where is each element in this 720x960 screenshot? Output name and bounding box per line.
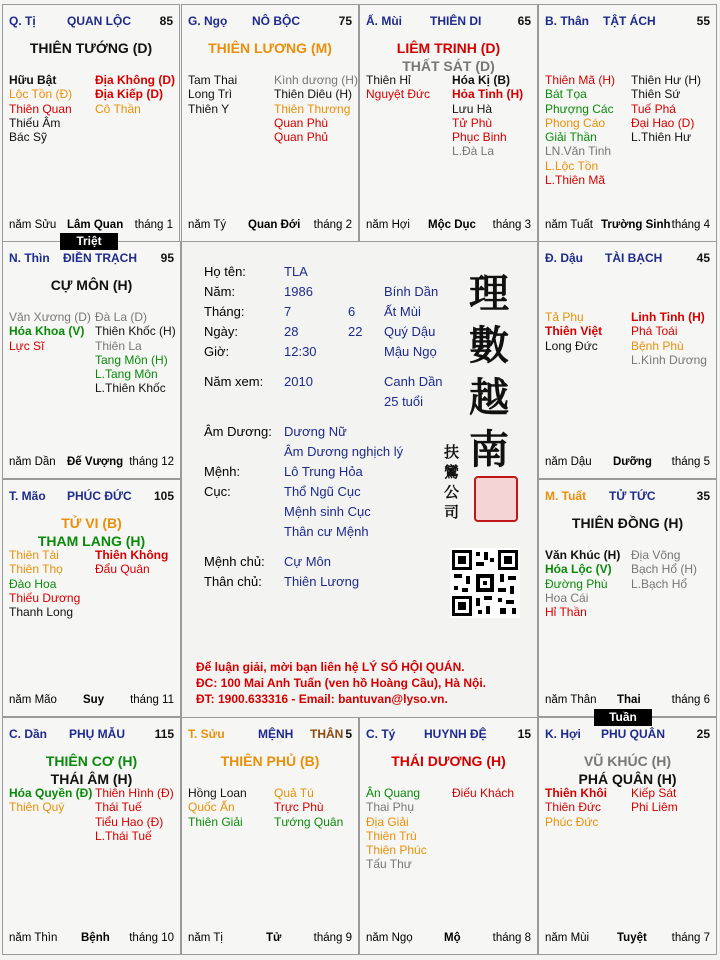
palace-name: TẬT ÁCH <box>603 14 656 28</box>
cuc-relation: Mệnh sinh Cục <box>284 504 371 519</box>
minor-star: Thiếu Dương <box>9 590 81 605</box>
main-stars <box>182 752 358 770</box>
palace-month: tháng 8 <box>492 932 531 944</box>
palace-footer <box>9 456 174 470</box>
palace-branch: B. Thân <box>545 14 589 28</box>
palace-branch: K. Hợi <box>545 727 581 741</box>
palace-month: tháng 12 <box>129 456 174 468</box>
palace-phase: Trường Sinh <box>601 219 671 231</box>
palace-name: NÔ BỘC <box>252 14 300 28</box>
than-marker: THÂN <box>310 727 344 741</box>
minor-star: Văn Khúc (H) <box>545 548 621 562</box>
minor-stars-right <box>452 73 523 159</box>
palace-phase: Thai <box>617 694 641 706</box>
name-value: TLA <box>284 264 308 279</box>
minor-star: Thiên Việt <box>545 324 603 339</box>
palace-name: PHỤ MẪU <box>69 727 125 741</box>
palace-phase: Tử <box>266 932 282 944</box>
main-star: CỰ MÔN (H) <box>50 277 133 293</box>
minor-stars-left <box>545 73 615 187</box>
palace-header <box>545 14 710 28</box>
palace-month: tháng 4 <box>671 219 710 231</box>
palace-header <box>366 14 531 28</box>
day-lunar-num: 22 <box>348 324 363 339</box>
palace-branch: G. Ngọ <box>188 14 228 28</box>
palace-ti <box>2 4 180 242</box>
minor-star: L.Bạch Hổ <box>631 576 688 591</box>
minor-stars-right <box>95 73 175 116</box>
minor-star: Tam Thai <box>188 73 238 87</box>
minor-stars-left <box>9 310 91 353</box>
minor-star: Tang Môn (H) <box>95 352 168 367</box>
minor-star: Hỏa Tinh (H) <box>452 87 524 102</box>
palace-number: 15 <box>517 727 531 741</box>
main-stars <box>3 276 180 294</box>
minor-star: Thai Phụ <box>366 800 415 815</box>
minor-star: Quan Phù <box>274 115 329 130</box>
palace-number: 65 <box>517 14 531 28</box>
palace-name: PHU QUÂN <box>601 727 666 741</box>
view-year: 2010 <box>284 374 313 389</box>
palace-suu <box>181 717 359 955</box>
minor-stars-right <box>452 786 514 800</box>
palace-year: năm Mão <box>9 694 57 706</box>
minor-star: Đà La (D) <box>95 310 148 324</box>
palace-branch: C. Dần <box>9 727 48 741</box>
minor-star: Thiên Thọ <box>9 562 63 577</box>
minor-stars-left <box>366 786 427 872</box>
minor-star: Đào Hoa <box>9 576 57 591</box>
minor-star: Thanh Long <box>9 605 74 620</box>
cuc-label: Cục: <box>204 484 231 499</box>
than-chu-label: Thân chủ: <box>204 574 262 589</box>
main-stars <box>3 39 179 57</box>
minor-star: Kình dương (H) <box>274 73 358 87</box>
palace-header <box>9 727 174 741</box>
palace-month: tháng 6 <box>671 694 710 706</box>
palace-footer <box>545 219 710 233</box>
minor-stars-right <box>631 548 697 591</box>
main-star: VŨ KHÚC (H) <box>583 753 672 769</box>
minor-star: Địa Không (D) <box>95 73 175 87</box>
minor-star: Giải Thần <box>545 130 597 145</box>
minor-star: Phá Toái <box>631 324 678 339</box>
main-stars <box>3 514 180 550</box>
palace-number: 115 <box>154 727 174 741</box>
palace-name: HUYNH ĐỆ <box>424 727 487 741</box>
main-star: TỬ VI (B) <box>61 515 122 531</box>
minor-star: Bát Tọa <box>545 87 587 102</box>
palace-month: tháng 9 <box>313 932 352 944</box>
palace-header <box>9 489 174 503</box>
minor-star: L.Lộc Tồn <box>545 158 599 173</box>
minor-star: Phượng Các <box>545 101 614 116</box>
palace-name: QUAN LỘC <box>67 14 131 28</box>
palace-number: 35 <box>696 489 710 503</box>
year-solar: 1986 <box>284 284 313 299</box>
palace-branch: C. Tý <box>366 727 396 741</box>
month-lunar: Ất Mùi <box>384 304 421 319</box>
minor-star: Thiên Tài <box>9 548 59 562</box>
hour-lunar: Mậu Ngọ <box>384 344 437 359</box>
palace-header <box>9 14 173 28</box>
minor-stars-left <box>9 786 92 815</box>
palace-footer <box>9 694 174 708</box>
palace-phase: Mộ <box>444 932 461 944</box>
main-star: THIÊN TƯỚNG (D) <box>29 40 153 56</box>
amduong-note: Âm Dương nghịch lý <box>284 444 404 459</box>
minor-star: Thiên Trù <box>366 828 417 843</box>
palace-phase: Lâm Quan <box>67 219 124 231</box>
minor-star: Thiên Mã (H) <box>545 73 616 87</box>
minor-star: Thiên Hỉ <box>366 73 411 87</box>
palace-number: 25 <box>696 727 710 741</box>
year-label: Năm: <box>204 284 236 299</box>
minor-star: Địa Võng <box>631 548 681 562</box>
minor-star: Kiếp Sát <box>631 786 677 800</box>
minor-star: Thiên Hình (Đ) <box>95 786 174 800</box>
palace-month: tháng 10 <box>129 932 174 944</box>
minor-star: Thiên Khôi <box>545 786 607 800</box>
minor-star: L.Tang Môn <box>95 367 158 382</box>
main-star: THIÊN ĐỒNG (H) <box>571 515 684 531</box>
minor-star: Quốc Ấn <box>188 800 235 815</box>
minor-star: L.Thiên Hư <box>631 130 692 145</box>
palace-header <box>545 727 710 741</box>
minor-star: Tả Phụ <box>545 310 584 324</box>
palace-branch: T. Mão <box>9 489 46 503</box>
minor-stars-right <box>631 310 707 367</box>
minor-stars-right <box>95 548 168 577</box>
than-position: Thân cư Mệnh <box>284 524 369 539</box>
main-star: THAM LANG (H) <box>37 533 146 549</box>
palace-month: tháng 3 <box>492 219 531 231</box>
palace-header <box>188 14 352 28</box>
minor-star: Phúc Đức <box>545 814 599 829</box>
palace-month: tháng 5 <box>671 456 710 468</box>
palace-year: năm Tị <box>188 932 223 944</box>
minor-star: Tử Phù <box>452 115 493 130</box>
minor-star: Thiên Thương <box>274 101 351 116</box>
contact-line-1: Để luận giải, mời bạn liên hệ LÝ SỐ HỘI QUÁN. <box>196 660 465 674</box>
palace-number: 45 <box>696 251 710 265</box>
palace-number: 5 <box>345 727 352 741</box>
minor-star: Thiên Quan <box>9 101 72 116</box>
info-panel <box>181 241 538 718</box>
minor-star: L.Thiên Mã <box>545 173 606 188</box>
minor-star: Lực Sĩ <box>9 338 45 353</box>
minor-star: Trực Phù <box>274 800 324 815</box>
month-lunar-num: 6 <box>348 304 356 319</box>
palace-month: tháng 7 <box>671 932 710 944</box>
main-star: THIÊN PHỦ (B) <box>220 753 320 769</box>
minor-stars-left <box>545 310 602 353</box>
amduong-label: Âm Dương: <box>204 424 272 439</box>
minor-stars-left <box>366 73 430 102</box>
day-solar: 28 <box>284 324 299 339</box>
palace-name: ĐIỀN TRẠCH <box>63 251 137 265</box>
palace-phase: Đế Vượng <box>67 456 124 468</box>
minor-star: Địa Giải <box>366 814 409 829</box>
minor-star: Tấu Thư <box>366 857 412 872</box>
main-star: THIÊN LƯƠNG (M) <box>208 40 332 56</box>
palace-header <box>545 251 710 265</box>
minor-star: Hóa Khoa (V) <box>9 324 85 339</box>
minor-stars-right <box>95 310 176 396</box>
minor-star: Cô Thần <box>95 101 141 116</box>
minor-star: Thiếu Âm <box>9 115 61 130</box>
palace-tuat <box>538 479 717 717</box>
minor-star: Phục Binh <box>452 130 507 145</box>
palace-footer <box>366 932 531 946</box>
palace-phase: Tuyệt <box>617 932 647 944</box>
minor-star: Đường Phù <box>545 576 608 591</box>
contact-line-2: ĐC: 100 Mai Anh Tuấn (ven hồ Hoàng Cầu), Hà Nội. <box>196 676 487 690</box>
palace-number: 95 <box>160 251 174 265</box>
minor-star: Thiên Sứ <box>631 87 681 102</box>
minor-star: Thiên La <box>95 338 142 353</box>
palace-branch: T. Sửu <box>188 727 225 741</box>
minor-star: Điếu Khách <box>452 786 515 800</box>
minor-star: Hỉ Thần <box>545 605 587 620</box>
view-year-label: Năm xem: <box>204 374 264 389</box>
minor-star: Hóa Lộc (V) <box>545 562 612 577</box>
minor-star: Ân Quang <box>366 786 421 800</box>
palace-year: năm Dần <box>9 456 56 468</box>
amduong-value: Dương Nữ <box>284 424 347 439</box>
name-label: Họ tên: <box>204 264 246 279</box>
minor-stars-right <box>274 786 343 829</box>
minor-star: L.Đà La <box>452 144 495 159</box>
minor-stars-left <box>9 73 72 144</box>
minor-star: Địa Kiếp (D) <box>95 87 164 102</box>
palace-year: năm Tuất <box>545 219 593 231</box>
palace-year: năm Thìn <box>9 932 58 944</box>
minor-star: Nguyệt Đức <box>366 87 431 102</box>
main-star: THẤT SÁT (D) <box>402 58 495 74</box>
minor-star: Hoa Cái <box>545 590 589 605</box>
minor-star: Tướng Quân <box>274 814 344 829</box>
menh-value: Lô Trung Hỏa <box>284 464 363 479</box>
palace-hoi <box>538 717 717 955</box>
minor-star: Hóa Kị (B) <box>452 73 510 87</box>
palace-month: tháng 11 <box>130 694 174 706</box>
minor-star: Tuế Phá <box>631 101 676 116</box>
palace-thin <box>2 241 181 479</box>
main-stars <box>360 39 537 75</box>
minor-star: Lưu Hà <box>452 101 493 116</box>
minor-star: Đại Hao (D) <box>631 115 695 130</box>
minor-star: Thiên Khốc (H) <box>95 324 176 339</box>
palace-year: năm Tý <box>188 219 227 231</box>
palace-number: 75 <box>338 14 352 28</box>
tuan-marker: Tuần <box>594 709 652 726</box>
palace-name: TÀI BẠCH <box>605 251 663 265</box>
minor-star: Văn Xương (D) <box>9 310 91 324</box>
minor-star: Bệnh Phù <box>631 338 684 353</box>
main-star: THÁI DƯƠNG (H) <box>391 753 506 769</box>
hour-value: 12:30 <box>284 344 317 359</box>
minor-star: Hồng Loan <box>188 786 247 800</box>
minor-stars-left <box>188 73 237 116</box>
palace-footer <box>545 456 710 470</box>
triet-marker: Triệt <box>60 233 118 250</box>
year-lunar: Bính Dần <box>384 284 439 299</box>
palace-phase: Quan Đới <box>248 219 301 231</box>
palace-year: năm Hợi <box>366 219 410 231</box>
palace-month: tháng 2 <box>313 219 352 231</box>
red-seal <box>474 476 518 522</box>
minor-star: L.Kình Dương <box>631 352 707 367</box>
palace-footer <box>188 219 352 233</box>
minor-stars-right <box>274 73 358 144</box>
minor-stars-left <box>545 786 607 829</box>
palace-number: 105 <box>153 489 174 503</box>
palace-ngo <box>181 4 359 242</box>
minor-star: Phi Liêm <box>631 800 678 815</box>
main-star: PHÁ QUÂN (H) <box>578 771 677 787</box>
day-label: Ngày: <box>204 324 238 339</box>
minor-star: Bạch Hổ (H) <box>631 562 698 577</box>
minor-star: L.Thái Tuế <box>95 828 152 843</box>
palace-header <box>9 251 174 265</box>
palace-year: năm Mùi <box>545 932 590 944</box>
main-stars <box>360 752 537 770</box>
palace-header <box>188 727 352 741</box>
palace-than <box>538 4 717 242</box>
palace-branch: M. Tuất <box>545 489 587 503</box>
menh-chu-label: Mệnh chủ: <box>204 554 265 569</box>
palace-name: PHÚC ĐỨC <box>67 489 132 503</box>
palace-phase: Suy <box>83 694 105 706</box>
palace-number: 85 <box>159 14 173 28</box>
seal-text: 扶鸞公司 <box>444 443 460 521</box>
minor-star: Phong Cáo <box>545 115 606 130</box>
palace-footer <box>545 694 710 708</box>
minor-star: Long Đức <box>545 338 598 353</box>
minor-star: Quả Tú <box>274 786 314 800</box>
palace-dan <box>2 717 181 955</box>
palace-branch: Ấ. Mùi <box>366 14 402 28</box>
palace-name: TỬ TỨC <box>609 489 656 503</box>
palace-branch: N. Thìn <box>9 251 50 265</box>
main-stars <box>539 752 716 788</box>
minor-star: Thiên Phúc <box>366 843 427 858</box>
main-star: THIÊN CƠ (H) <box>45 753 138 769</box>
main-star: THÁI ÂM (H) <box>50 771 133 787</box>
palace-year: năm Ngọ <box>366 932 413 944</box>
palace-mui <box>359 4 538 242</box>
minor-star: Hóa Quyền (Đ) <box>9 786 93 800</box>
palace-footer <box>9 219 173 233</box>
palace-year: năm Thân <box>545 694 597 706</box>
palace-footer <box>545 932 710 946</box>
minor-stars-right <box>631 786 678 815</box>
minor-star: Lộc Tồn (Đ) <box>9 87 73 102</box>
minor-star: Linh Tinh (H) <box>631 310 705 324</box>
minor-star: Thiên Hư (H) <box>631 73 702 87</box>
palace-branch: Đ. Dậu <box>545 251 584 265</box>
palace-header <box>545 489 710 503</box>
age-value: 25 tuổi <box>384 394 424 409</box>
qr-code-icon[interactable] <box>450 548 520 618</box>
palace-month: tháng 1 <box>134 219 173 231</box>
hour-label: Giờ: <box>204 344 230 359</box>
minor-star: Thiên Y <box>188 101 230 116</box>
day-lunar: Quý Dậu <box>384 324 436 339</box>
menh-label: Mệnh: <box>204 464 241 479</box>
minor-star: Thiên Quý <box>9 800 65 815</box>
palace-year: năm Dậu <box>545 456 592 468</box>
palace-phase: Bệnh <box>81 932 110 944</box>
minor-star: LN.Văn Tinh <box>545 144 612 159</box>
minor-stars-right <box>631 73 701 144</box>
minor-star: Tiểu Hao (Đ) <box>95 814 164 829</box>
palace-dau <box>538 241 717 479</box>
palace-name: MỆNH <box>258 727 294 741</box>
palace-mao <box>2 479 181 717</box>
minor-star: Thái Tuế <box>95 800 142 815</box>
minor-stars-left <box>188 786 247 829</box>
logo-text: 理數越南 <box>469 270 509 473</box>
palace-footer <box>188 932 352 946</box>
main-stars <box>3 752 180 788</box>
minor-stars-left <box>9 548 80 619</box>
main-stars <box>182 39 358 57</box>
palace-phase: Mộc Dục <box>428 219 476 231</box>
minor-star: Long Trì <box>188 87 233 102</box>
palace-footer <box>366 219 531 233</box>
palace-year: năm Sửu <box>9 219 57 231</box>
contact-line-3: ĐT: 1900.633316 - Email: bantuvan@lyso.vn. <box>196 692 448 706</box>
palace-footer <box>9 932 174 946</box>
palace-number: 55 <box>696 14 710 28</box>
palace-header <box>366 727 531 741</box>
minor-star: Thiên Không <box>95 548 169 562</box>
than-chu-value: Thiên Lương <box>284 574 360 589</box>
minor-star: Đẩu Quân <box>95 562 150 577</box>
palace-name: THIÊN DI <box>430 14 482 28</box>
view-year-lunar: Canh Dần <box>384 374 443 389</box>
month-solar: 7 <box>284 304 292 319</box>
palace-phase: Dưỡng <box>613 456 652 468</box>
month-label: Tháng: <box>204 304 245 319</box>
minor-star: L.Thiên Khốc <box>95 381 166 396</box>
minor-star: Thiên Đức <box>545 800 602 815</box>
palace-branch: Q. Tị <box>9 14 36 28</box>
minor-star: Hữu Bật <box>9 73 57 87</box>
cuc-value: Thổ Ngũ Cục <box>284 484 361 499</box>
palace-ty <box>359 717 538 955</box>
minor-star: Thiên Giải <box>188 814 243 829</box>
minor-stars-left <box>545 548 620 619</box>
minor-star: Bác Sỹ <box>9 130 48 145</box>
main-star: LIÊM TRINH (D) <box>396 40 501 56</box>
menh-chu-value: Cự Môn <box>284 554 331 569</box>
minor-star: Thiên Diêu (H) <box>274 87 353 102</box>
main-stars <box>539 514 716 532</box>
minor-stars-right <box>95 786 174 843</box>
minor-star: Quan Phủ <box>274 130 329 145</box>
calligraphy-logo <box>467 268 517 476</box>
